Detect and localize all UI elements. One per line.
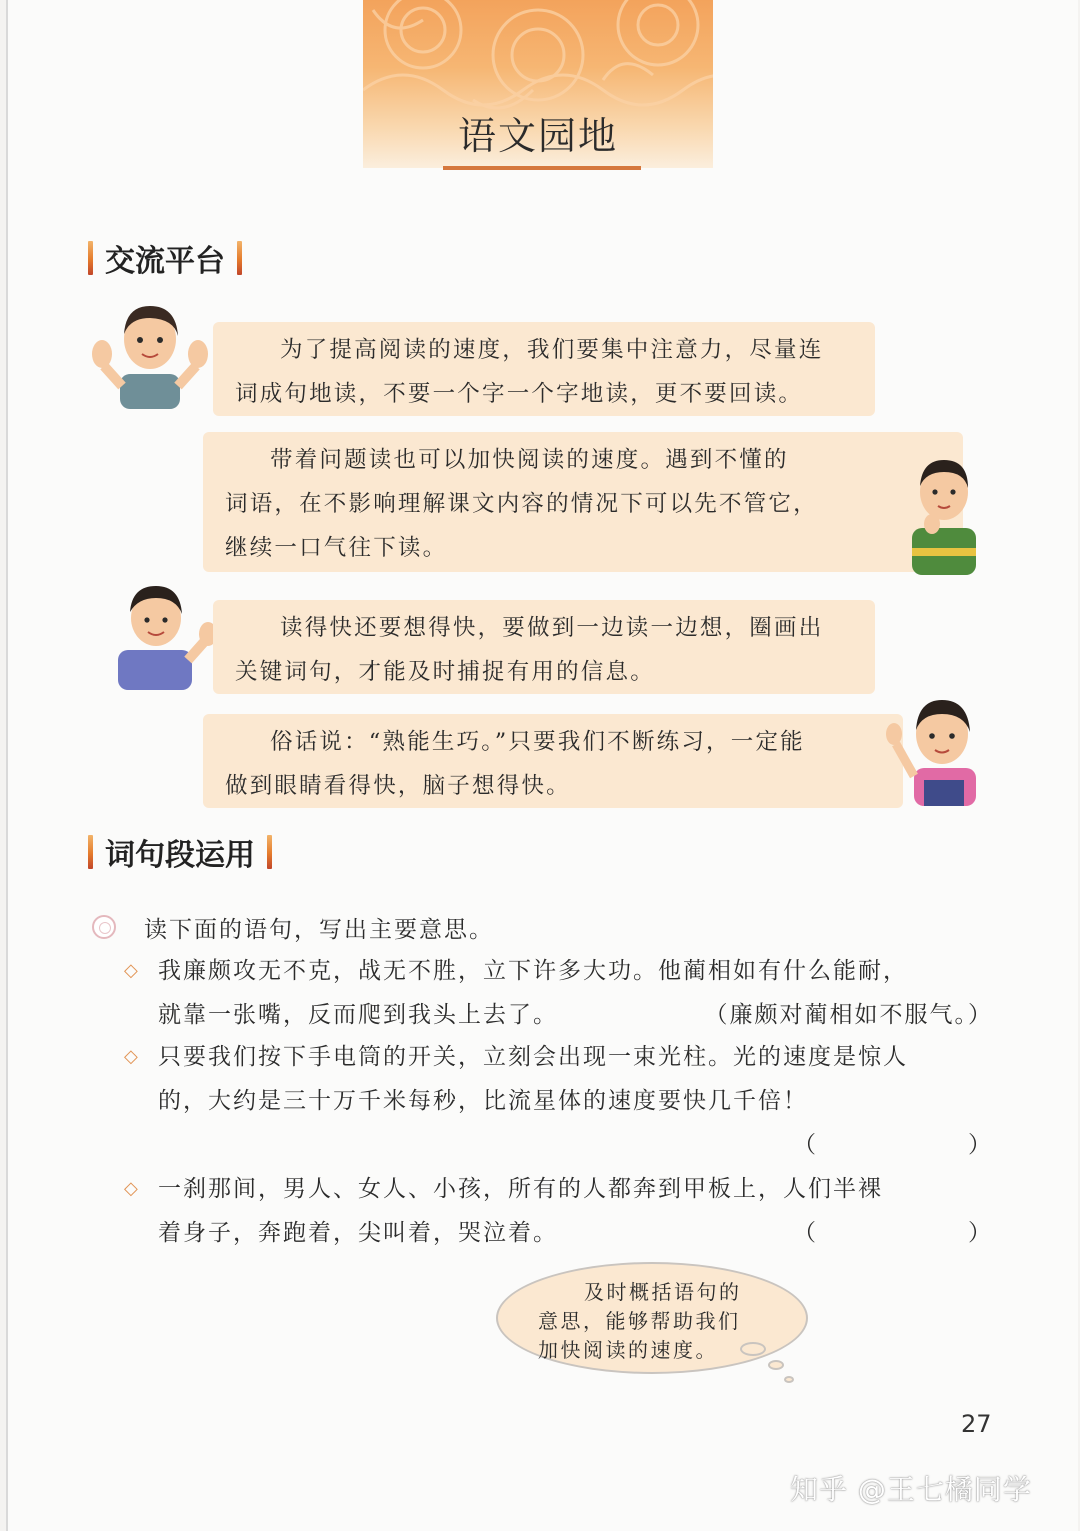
dialogue-line: 为了提高阅读的速度，我们要集中注意力，尽量连 (280, 337, 824, 363)
girl-pointing-illustration (880, 694, 990, 806)
dialogue-line: 词成句地读，不要一个字一个字地读，更不要回读。 (235, 381, 804, 407)
exercise-line (158, 1123, 993, 1167)
heading-bar (267, 835, 272, 869)
exercise-line (158, 1211, 993, 1255)
boy-thinking-illustration (904, 450, 984, 575)
exercise-item-3 (124, 1167, 993, 1255)
diamond-icon: ◇ (124, 1046, 140, 1067)
answer-blank[interactable]: （廉颇对蔺相如不服气。） (704, 1002, 993, 1028)
exercise-line (124, 1035, 993, 1079)
exercise-bullet-icon (92, 915, 116, 939)
thought-dot (768, 1360, 784, 1370)
heading-bar (237, 241, 242, 275)
dialogue-line: 做到眼睛看得快，脑子想得快。 (225, 773, 571, 799)
textbook-page (6, 0, 1078, 1531)
heading-bar (88, 835, 93, 869)
dialogue-bubble-1 (213, 322, 875, 416)
girl-illustration (90, 294, 210, 409)
exercise-instruction: 读下面的语句，写出主要意思。 (144, 916, 494, 943)
diamond-icon: ◇ (124, 960, 140, 981)
exercise-text: 就靠一张嘴，反而爬到我头上去了。 (158, 1002, 558, 1028)
thought-dot (784, 1376, 794, 1383)
tip-line: 及时概括语句的 (584, 1280, 742, 1304)
exercise-line (158, 993, 993, 1037)
dialogue-line: 读得快还要想得快，要做到一边读一边想，圈画出 (280, 615, 824, 641)
dialogue-bubble-3 (213, 600, 875, 694)
title-underline (443, 166, 641, 170)
exercise-line (124, 1167, 993, 1211)
boy-waving-illustration (108, 580, 220, 690)
dialogue-bubble-4 (203, 714, 903, 808)
page-number: 27 (961, 1410, 992, 1438)
section-heading-exchange (76, 236, 254, 280)
exercise-text: 只要我们按下手电筒的开关，立刻会出现一束光柱。光的速度是惊人 (158, 1044, 908, 1070)
answer-blank[interactable]: （ ） (793, 1220, 993, 1246)
tip-thought-bubble (496, 1262, 808, 1374)
exercise-text: 着身子，奔跑着，尖叫着，哭泣着。 (158, 1220, 558, 1246)
exercise-text: 我廉颇攻无不克，战无不胜，立下许多大功。他蔺相如有什么能耐， (158, 958, 908, 984)
heading-bar (88, 241, 93, 275)
exercise-line (124, 949, 993, 993)
section-title: 交流平台 (105, 244, 225, 279)
exercise-item-1 (124, 949, 993, 1037)
tip-line: 加快阅读的速度。 (538, 1338, 718, 1362)
exercise-item-2 (124, 1035, 993, 1167)
exercise-line (158, 1079, 993, 1123)
exercise-text: 一刹那间，男人、女人、小孩，所有的人都奔到甲板上，人们半裸 (158, 1176, 883, 1202)
dialogue-line: 俗话说：“熟能生巧。”只要我们不断练习，一定能 (270, 729, 805, 755)
dialogue-line: 继续一口气往下读。 (225, 535, 448, 561)
dialogue-line: 带着问题读也可以加快阅读的速度。遇到不懂的 (270, 447, 789, 473)
thought-dot (740, 1342, 766, 1356)
exercise-instruction-row (90, 905, 1000, 949)
watermark: 知乎 @王七橘同学 (790, 1473, 1032, 1506)
answer-blank[interactable]: （ ） (793, 1132, 993, 1158)
exercise-text: 的，大约是三十万千米每秒，比流星体的速度要快几千倍！ (158, 1088, 808, 1114)
section-title: 词句段运用 (105, 838, 255, 873)
section-heading-usage (76, 830, 284, 874)
dialogue-bubble-2 (203, 432, 963, 572)
exercise (90, 905, 1000, 1246)
diamond-icon: ◇ (124, 1178, 140, 1199)
page-title: 语文园地 (457, 114, 618, 158)
dialogue-line: 关键词句，才能及时捕捉有用的信息。 (235, 659, 655, 685)
dialogue-line: 词语，在不影响理解课文内容的情况下可以先不管它， (225, 491, 818, 517)
tip-line: 意思，能够帮助我们 (538, 1309, 741, 1333)
